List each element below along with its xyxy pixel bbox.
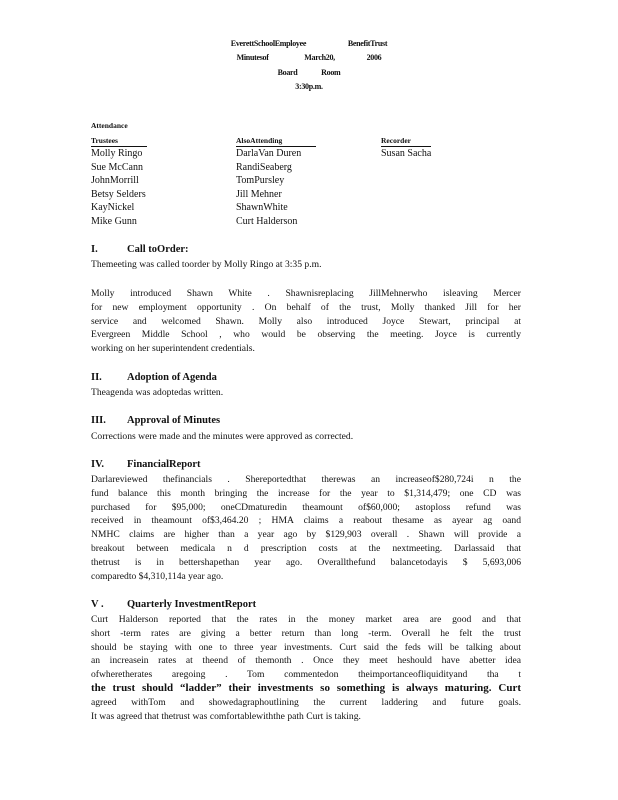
text-line: NMHC claims are higher than a year ago by $129,903 overall . Shawn will provide a [91,529,521,541]
attendee-name: Curt Halderson [236,215,298,227]
text-line: service and welcomed Shawn. Molly also introduced Joyce Stewart, principal at [91,315,521,327]
header-year: 2006 [366,53,382,62]
section-number: II. [91,372,102,383]
section-investment-heading [91,599,256,610]
header-trust: BenefitTrust [347,39,388,48]
section-title: FinancialReport [127,459,201,470]
adoption-paragraph [91,386,521,400]
header-line-3 [0,67,618,79]
section-number: IV. [91,459,104,470]
section-title: Approval of Minutes [127,415,221,426]
section-title: Quarterly InvestmentReport [127,599,257,610]
financial-paragraph [91,473,521,583]
attendee-name: Jill Mehner [236,188,282,200]
attendance-title: Attendance [91,121,128,130]
header-org: EverettSchoolEmployee [230,39,307,48]
text-line: Corrections were made and the minutes were approved as corrected. [91,431,354,442]
trustee-name: JohnMorrill [91,175,139,187]
text-line: Curt Halderson reported that the rates in the money market area are good and that [91,614,521,625]
section-number: III. [91,415,106,426]
call-to-order-paragraph [91,258,521,272]
trustee-name: Molly Ringo [91,148,143,159]
section-title: Adoption of Agenda [127,372,217,383]
text-line: breakout between medicala n d prescription costs at the nextmeeting. Darlassaid that [91,542,521,554]
text-line: Darlareviewed thefinancials . Shereportedthat therewas an increaseof$280,724i n the [91,474,521,485]
text-line: thetrust is in bettershapethan year ago. Overallthefund balancetodayis $ 5,693,006 [91,556,521,568]
header-line-1 [0,38,618,50]
attendee-name: TomPursley [236,175,285,187]
attendee-name: ShawnWhite [236,202,288,214]
attendee-name: RandiSeaberg [236,161,292,173]
section-number: V . [91,599,104,610]
text-line: comparedto $4,310,114a year ago. [91,570,224,582]
header-room: Room [321,68,341,77]
text-line: an increasein rates at theend of themonth . Once they meet heshould have abetter idea [91,655,521,667]
text-line: received in theamount of$3,464.20 ; HMA claims a reabout thesame as ayear ag oand [91,515,521,527]
header-date: March20, [304,53,335,62]
also-attending-heading: AlsoAttending [236,136,316,147]
section-title: Call toOrder: [127,244,189,255]
recorder-heading: Recorder [381,136,431,147]
section-adoption-heading [91,372,217,383]
also-attending-list [236,147,301,229]
header-minutes: Minutesof [236,53,269,62]
text-line: working on her superintendent credentials. [91,343,255,355]
trustees-heading: Trustees [91,136,147,147]
text-line: purchased for $95,000; oneCDmaturedin theamount of$60,000; astoploss refund was [91,501,521,513]
investment-paragraph [91,613,521,723]
text-line: Molly introduced Shawn White . Shawnisreplacing JillMehnerwho isleaving Mercer [91,288,521,299]
approval-paragraph [91,430,521,444]
trustee-name: Sue McCann [91,161,143,173]
attendee-name: DarlaVan Duren [236,148,302,159]
trustee-name: Mike Gunn [91,215,137,227]
text-line: Theagenda was adoptedas written. [91,387,224,398]
trustee-name: Betsy Selders [91,188,146,200]
text-line: It was agreed that thetrust was comfortablewiththe path Curt is taking. [91,710,361,722]
text-line: ofwheretherates aregoing . Tom commentedon theimportanceofliquidityand tha t [91,669,521,681]
trustee-name: KayNickel [91,202,135,214]
trustees-list [91,147,146,229]
text-line: the trust should “ladder” their investments so something is always maturing. Curt [91,681,521,694]
text-line: Evergreen Middle School , who would be observing the meeting. Joyce is currently [91,329,521,341]
text-line: agreed withTom and showedagraphoutlining the current laddering and future goals. [91,696,521,708]
header-time: 3:30p.m. [295,82,323,91]
section-approval-heading [91,415,220,426]
text-line: should be staying with one to three year investments. Curt said the feds will be talking about [91,641,521,653]
section-financial-heading [91,459,201,470]
text-line: short -term rates are giving a better return than long -term. Overall he felt the trust [91,627,521,639]
header-board: Board [277,68,298,77]
recorder-name: Susan Sacha [381,148,432,159]
recorder-list [381,147,431,161]
section-call-to-order-heading [91,244,189,255]
introductions-paragraph [91,287,521,356]
text-line: Themeeting was called toorder by Molly Ringo at 3:35 p.m. [91,259,322,270]
text-line: fund balance this month bringing the increase for the year to $1,314,479; one CD was [91,487,521,499]
text-line: for new employment opportunity . On behalf of the trust, Molly thanked Jill for her [91,301,521,313]
header-line-2 [0,52,618,64]
section-number: I. [91,244,98,255]
